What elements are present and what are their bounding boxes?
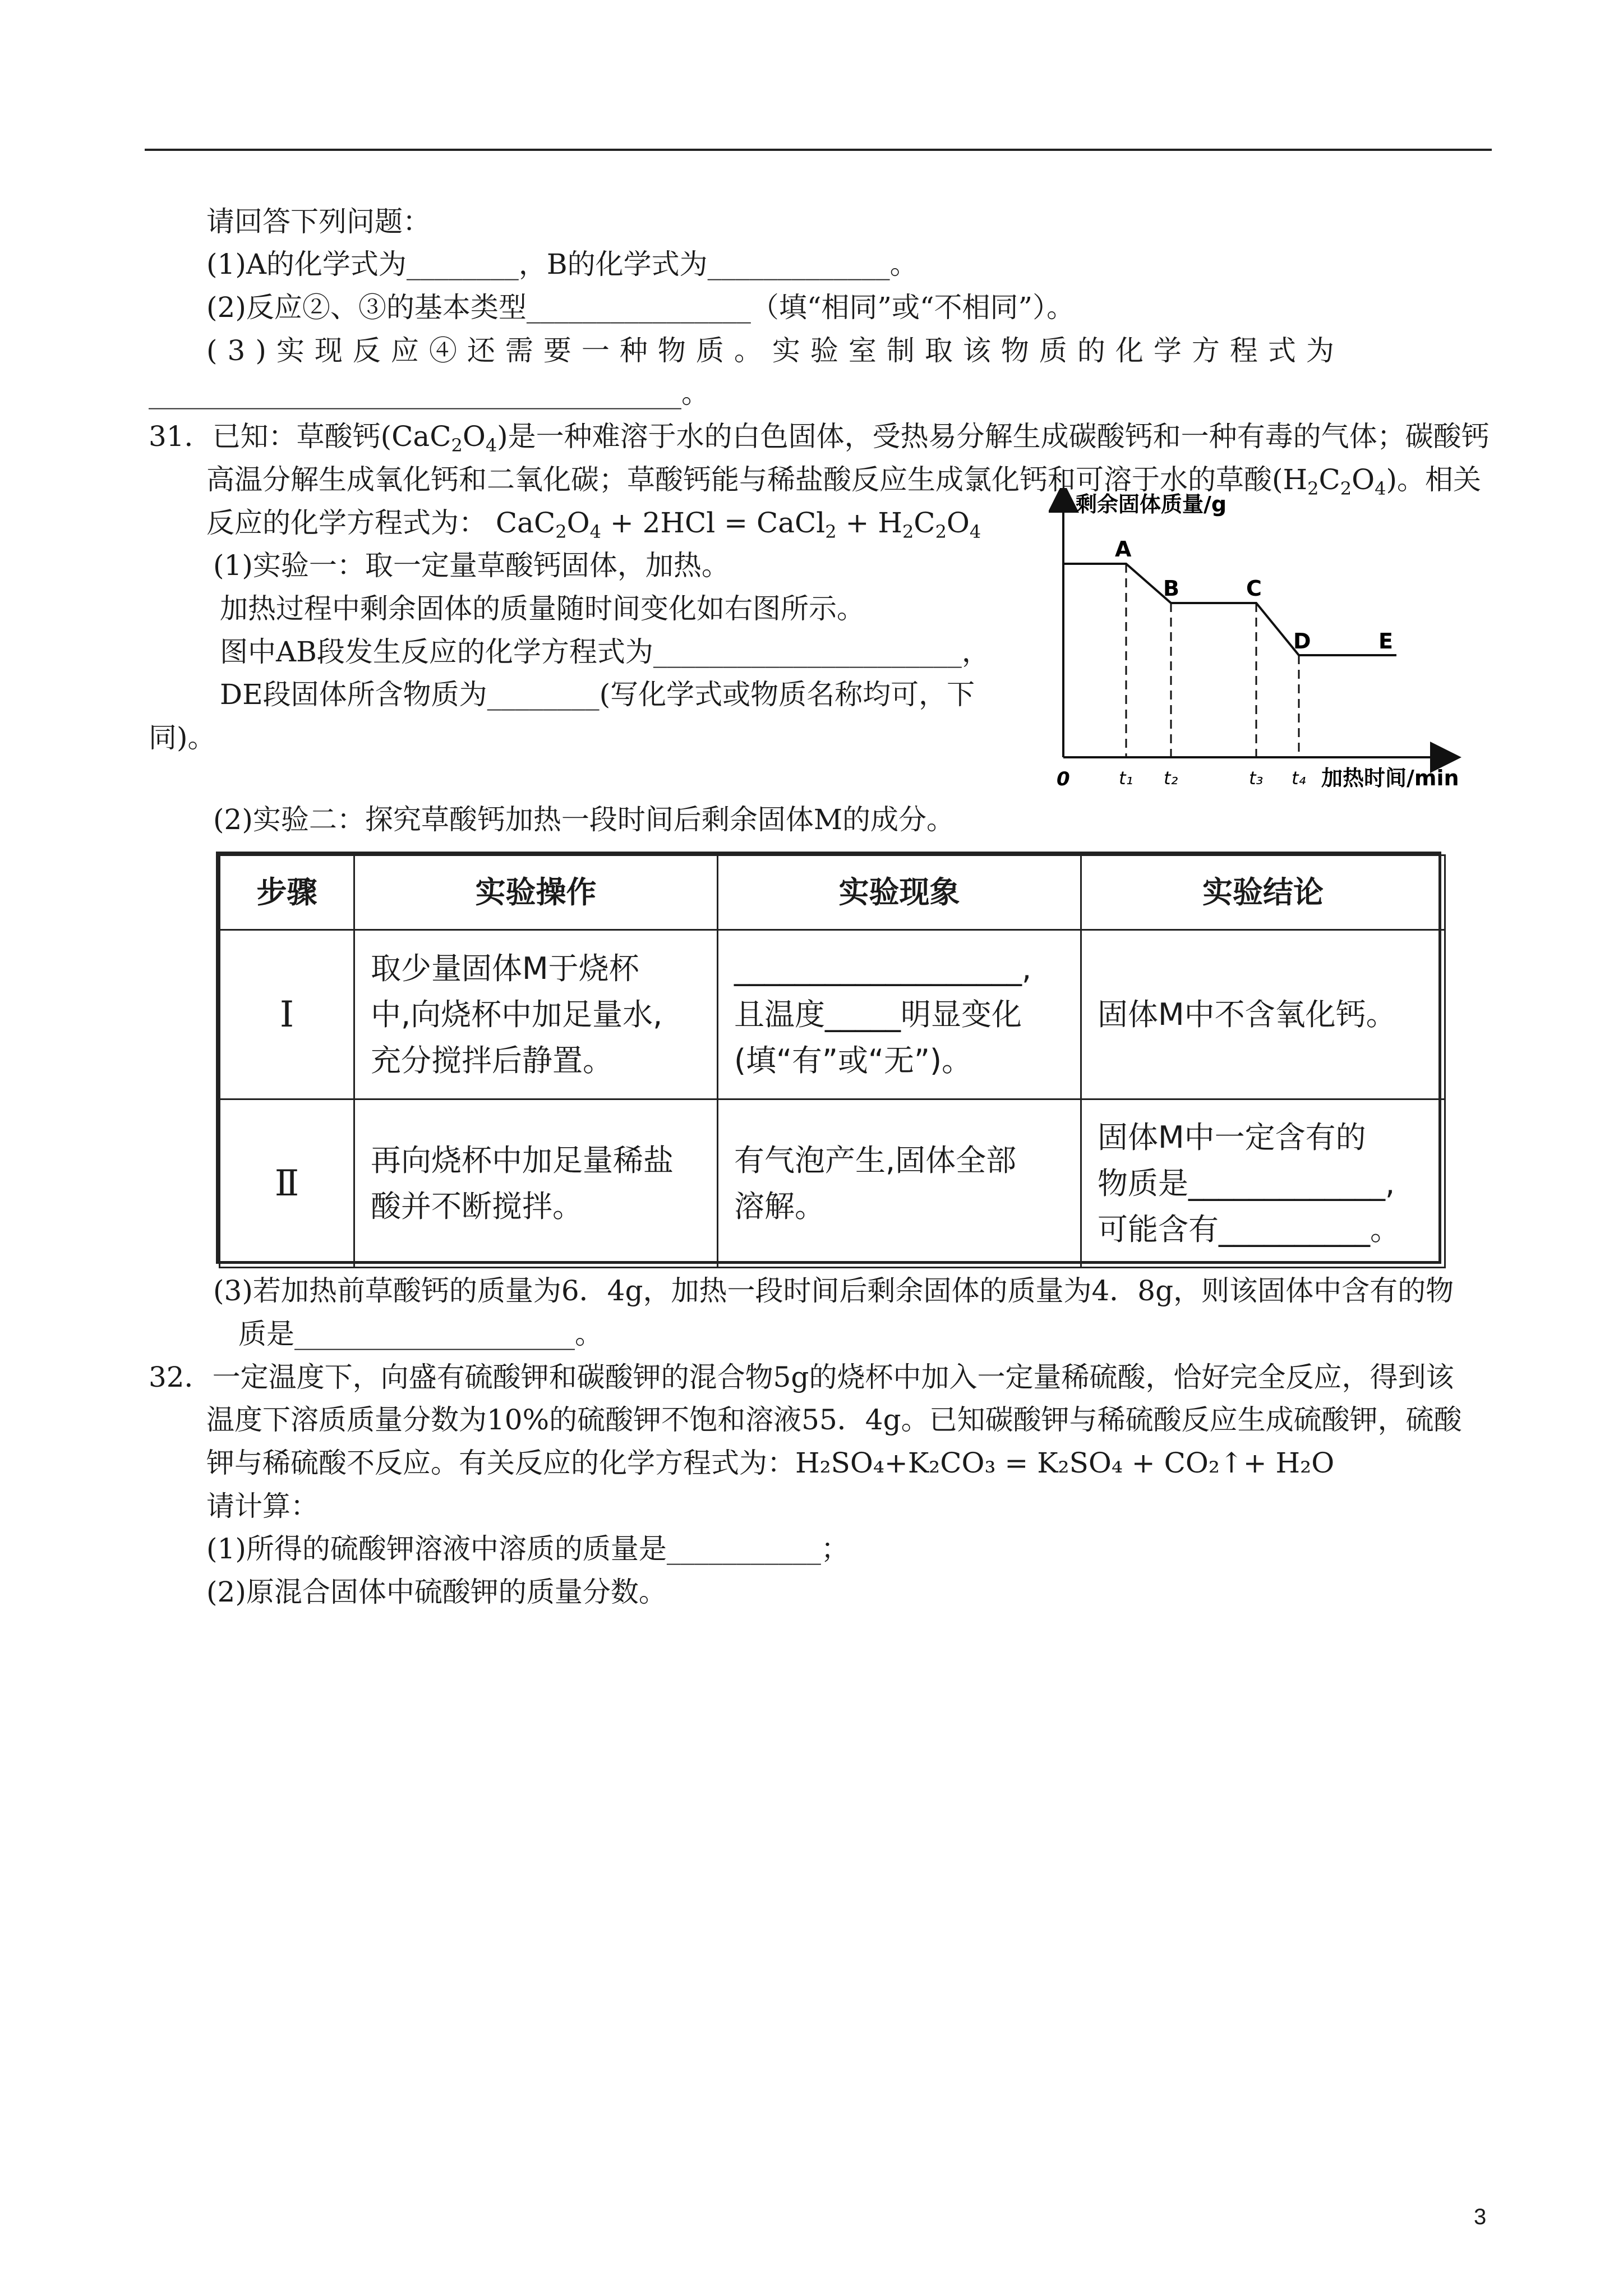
point-label-A: A [1115, 537, 1132, 562]
text-line: (3)若加热前草酸钙的质量为6．4g，加热一段时间后剩余固体的质量为4．8g，则该固体中含有的物 [213, 1274, 1454, 1307]
q31-line-2: 高温分解生成氧化钙和二氧化碳；草酸钙能与稀盐酸反应生成氯化钙和可溶于水的草酸$(H_2C_2O_4)$。相关 [206, 463, 1481, 499]
text-line: (1)实验一：取一定量草酸钙固体，加热。 [213, 549, 730, 582]
text-line: (3)实现反应④还需要一种物质。实验室制取该物质的化学方程式为 [206, 334, 1344, 367]
tick-label-t3: t₃ [1249, 767, 1264, 789]
text-line: 图中AB段发生反应的化学方程式为______________________， [220, 636, 990, 668]
origin-label: 0 [1057, 768, 1070, 790]
tick-label-t4: t₄ [1292, 767, 1306, 789]
text-line: ______________________________________。 [149, 377, 709, 409]
header-rule [145, 149, 1492, 151]
table-row [220, 930, 1445, 1099]
text-line: DE段固体所含物质为________(写化学式或物质名称均可，下 [220, 678, 975, 711]
text-line: (1)所得的硫酸钾溶液中溶质的质量是___________； [206, 1533, 849, 1565]
y-axis-label: 剩余固体质量/g [1076, 492, 1227, 517]
point-label-C: C [1246, 576, 1262, 601]
text-line: (1)A的化学式为________，B的化学式为_____________。 [206, 248, 918, 280]
table-header-row [220, 855, 1445, 930]
table-row [220, 1099, 1445, 1268]
text-line: (2)反应②、③的基本类型________________（填“相同”或“不相同”）。 [206, 291, 1075, 324]
tick-label-t2: t₂ [1164, 767, 1178, 789]
tick-label-t1: t₁ [1119, 767, 1133, 789]
point-label-D: D [1293, 629, 1311, 654]
q31-line-3: 反应的化学方程式为： $CaC_2O_4 + 2HCl$ = CaCl$_2$ + $H_2C_2O_4$ [206, 507, 981, 542]
text-line: 32．一定温度下，向盛有硫酸钾和碳酸钾的混合物5g的烧杯中加入一定量稀硫酸，恰好完全反应，得到该 [149, 1361, 1454, 1393]
page-number: 3 [1474, 2205, 1487, 2229]
text-line: 同)。 [149, 721, 216, 754]
conclusion-cell: 固体M中一定含有的 物质是_____________, 可能含有__________。 [1081, 1099, 1445, 1268]
text-line: 请回答下列问题： [206, 205, 431, 238]
text-line: 质是____________________。 [238, 1318, 603, 1350]
step-cell: Ⅱ [220, 1099, 354, 1268]
text-line: 请计算： [206, 1490, 319, 1522]
text-line: (2)实验二：探究草酸钙加热一段时间后剩余固体M的成分。 [213, 803, 955, 836]
header-phenomenon: 实验现象 [718, 855, 1081, 930]
text-line: 温度下溶质质量分数为10%的硫酸钾不饱和溶液55．4g。已知碳酸钾与稀硫酸反应生成硫酸钾，硫酸 [206, 1404, 1462, 1436]
experiment-table [216, 852, 1441, 1264]
mass-time-chart [1049, 488, 1492, 802]
phenomenon-cell: ___________________, 且温度_____明显变化 (填“有”或“无”)。 [718, 930, 1081, 1099]
step-cell: Ⅰ [220, 930, 354, 1099]
text-line: 钾与稀硫酸不反应。有关反应的化学方程式为：H₂SO₄+K₂CO₃ = K₂SO₄ + CO₂↑+ H₂O [206, 1447, 1335, 1479]
header-conclusion: 实验结论 [1081, 855, 1445, 930]
series-line [1063, 564, 1396, 655]
text-line: 加热过程中剩余固体的质量随时间变化如右图所示。 [220, 592, 865, 625]
header-step: 步骤 [220, 855, 354, 930]
operation-cell: 再向烧杯中加足量稀盐 酸并不断搅拌。 [354, 1099, 718, 1268]
q31-line-1: 31．已知：草酸钙$(CaC_2O_4)$是一种难溶于水的白色固体，受热易分解生成碳酸钙和一种有毒的气体；碳酸钙 [149, 420, 1490, 456]
header-operation: 实验操作 [354, 855, 718, 930]
point-label-B: B [1163, 576, 1179, 601]
point-label-E: E [1378, 629, 1393, 654]
x-axis-label: 加热时间/min [1321, 766, 1459, 790]
operation-cell: 取少量固体M于烧杯 中,向烧杯中加足量水, 充分搅拌后静置。 [354, 930, 718, 1099]
conclusion-cell: 固体M中不含氧化钙。 [1081, 930, 1445, 1099]
phenomenon-cell: 有气泡产生,固体全部 溶解。 [718, 1099, 1081, 1268]
text-line: (2)原混合固体中硫酸钾的质量分数。 [206, 1576, 667, 1608]
